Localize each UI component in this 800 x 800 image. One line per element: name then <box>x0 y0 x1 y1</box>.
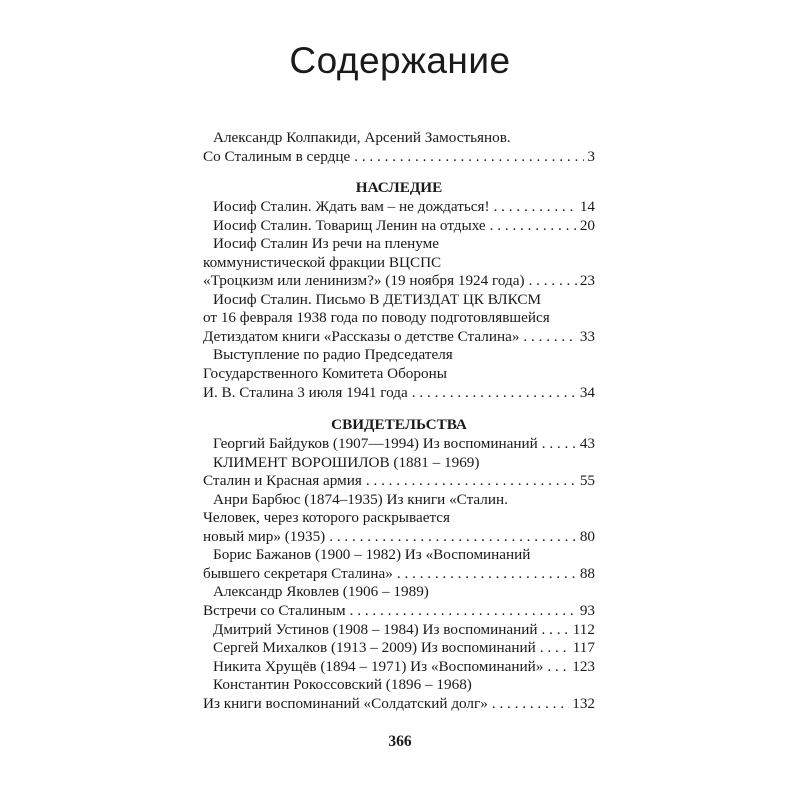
toc-entry-text: Сергей Михалков (1913 – 2009) Из воспоминаний <box>213 639 536 657</box>
toc-entry <box>203 309 595 328</box>
toc-entry <box>203 472 595 491</box>
toc-entry <box>203 676 595 695</box>
section-heading: СВИДЕТЕЛЬСТВА <box>331 416 467 434</box>
toc-entry <box>203 129 595 148</box>
toc-entry-page: 14 <box>579 198 595 216</box>
toc-entry-text: Иосиф Сталин. Ждать вам – не дождаться! <box>213 198 490 216</box>
toc-entry-page: 3 <box>587 147 595 165</box>
toc-entry <box>203 583 595 602</box>
toc-entry-text: Из книги воспоминаний «Солдатский долг» <box>203 694 488 712</box>
toc-entry <box>203 621 595 640</box>
toc-entry-page: 123 <box>572 657 595 675</box>
toc-entry-text: Иосиф Сталин. Письмо В ДЕТИЗДАТ ЦК ВЛКСМ <box>213 290 541 308</box>
toc-entry <box>203 328 595 347</box>
section-entries <box>203 198 595 402</box>
toc-entry <box>203 454 595 473</box>
toc-entry-text: Константин Рокоссовский (1896 – 1968) <box>213 676 472 694</box>
toc-leader-dots <box>490 198 577 217</box>
toc-leader-dots <box>362 472 577 491</box>
toc-entry-text: Государственного Комитета Обороны <box>203 365 447 383</box>
toc-leader-dots <box>525 272 577 291</box>
toc-entry-page: 132 <box>572 694 595 712</box>
toc-leader-dots <box>543 658 569 677</box>
toc-entry <box>203 291 595 310</box>
toc-entry-text: Александр Яковлев (1906 – 1989) <box>213 583 429 601</box>
page-title: Содержание <box>289 40 511 81</box>
toc-entry <box>203 384 595 403</box>
toc-entry-text: «Троцкизм или ленинизм?» (19 ноября 1924 года) <box>203 272 525 290</box>
toc-entry-page: 33 <box>579 327 595 345</box>
toc-entry <box>203 658 595 677</box>
toc-entry <box>203 695 595 714</box>
toc-entry-text: Дмитрий Устинов (1908 – 1984) Из воспоминаний <box>213 620 538 638</box>
toc-leader-dots <box>538 621 570 640</box>
toc-entry-page: 23 <box>579 272 595 290</box>
toc-entry-text: бывшего секретаря Сталина» <box>203 564 393 582</box>
toc-entry <box>203 435 595 454</box>
toc-entry <box>203 365 595 384</box>
toc-entry-text: КЛИМЕНТ ВОРОШИЛОВ (1881 – 1969) <box>213 453 480 471</box>
toc-entry-text: Борис Бажанов (1900 – 1982) Из «Воспоминаний <box>213 546 531 564</box>
toc-entry <box>203 235 595 254</box>
toc-entry-text: Выступление по радио Председателя <box>213 346 453 364</box>
toc-entry-text: Иосиф Сталин. Товарищ Ленин на отдыхе <box>213 216 486 234</box>
toc-entry <box>203 528 595 547</box>
toc-entry-text: Александр Колпакиди, Арсений Замостьянов. <box>213 129 511 146</box>
toc-entry-page: 117 <box>572 639 595 657</box>
toc-entry-page: 20 <box>579 216 595 234</box>
section-heading: НАСЛЕДИЕ <box>355 179 443 197</box>
toc-entry <box>203 272 595 291</box>
toc-entry-text: Иосиф Сталин Из речи на пленуме <box>213 235 439 253</box>
toc-entry-page: 112 <box>572 620 595 638</box>
toc-leader-dots <box>538 435 577 454</box>
toc-entry-text: Георгий Байдуков (1907—1994) Из воспоминаний <box>213 435 538 453</box>
toc-leader-dots <box>519 328 576 347</box>
toc-entry-page: 55 <box>579 472 595 490</box>
toc-entry <box>203 546 595 565</box>
toc-entry-text: новый мир» (1935) <box>203 527 326 545</box>
toc-entry <box>203 491 595 510</box>
toc-entry-text: Со Сталиным в сердце <box>203 147 351 165</box>
toc-leader-dots <box>488 695 569 714</box>
toc-leader-dots <box>486 217 577 236</box>
toc-entry <box>203 639 595 658</box>
toc-leader-dots <box>408 384 577 403</box>
toc-leader-dots <box>346 602 577 621</box>
table-of-contents <box>203 129 595 713</box>
section-entries <box>203 435 595 713</box>
toc-entry-text: И. В. Сталина 3 июля 1941 года <box>203 383 408 401</box>
toc-leader-dots <box>325 528 577 547</box>
toc-entry <box>203 565 595 584</box>
toc-entry <box>203 509 595 528</box>
toc-entry-text: от 16 февраля 1938 года по поводу подготовлявшейся <box>203 309 550 327</box>
toc-entry <box>203 148 595 167</box>
toc-entry-text: Человек, через которого раскрывается <box>203 509 450 527</box>
toc-entry-page: 43 <box>579 435 595 453</box>
toc-entry-text: Никита Хрущёв (1894 – 1971) Из «Воспоминаний» <box>213 657 544 675</box>
toc-entry <box>203 198 595 217</box>
toc-entry-page: 93 <box>579 602 595 620</box>
toc-leader-dots <box>393 565 577 584</box>
toc-entry-text: Анри Барбюс (1874–1935) Из книги «Сталин. <box>213 490 508 508</box>
toc-entry-page: 88 <box>579 564 595 582</box>
page-number: 366 <box>388 733 412 750</box>
toc-entry <box>203 346 595 365</box>
toc-entry-text: Детиздатом книги «Рассказы о детстве Сталина» <box>203 327 520 345</box>
toc-entry-page: 34 <box>579 383 595 401</box>
toc-entry-text: коммунистической фракции ВЦСПС <box>203 253 442 271</box>
toc-entry-text: Встречи со Сталиным <box>203 602 346 620</box>
toc-leader-dots <box>536 639 570 658</box>
toc-entry-text: Сталин и Красная армия <box>203 472 362 490</box>
toc-entry-page: 80 <box>579 527 595 545</box>
toc-entry <box>203 217 595 236</box>
toc-entry <box>203 602 595 621</box>
toc-entry <box>203 254 595 273</box>
toc-leader-dots <box>350 148 584 167</box>
